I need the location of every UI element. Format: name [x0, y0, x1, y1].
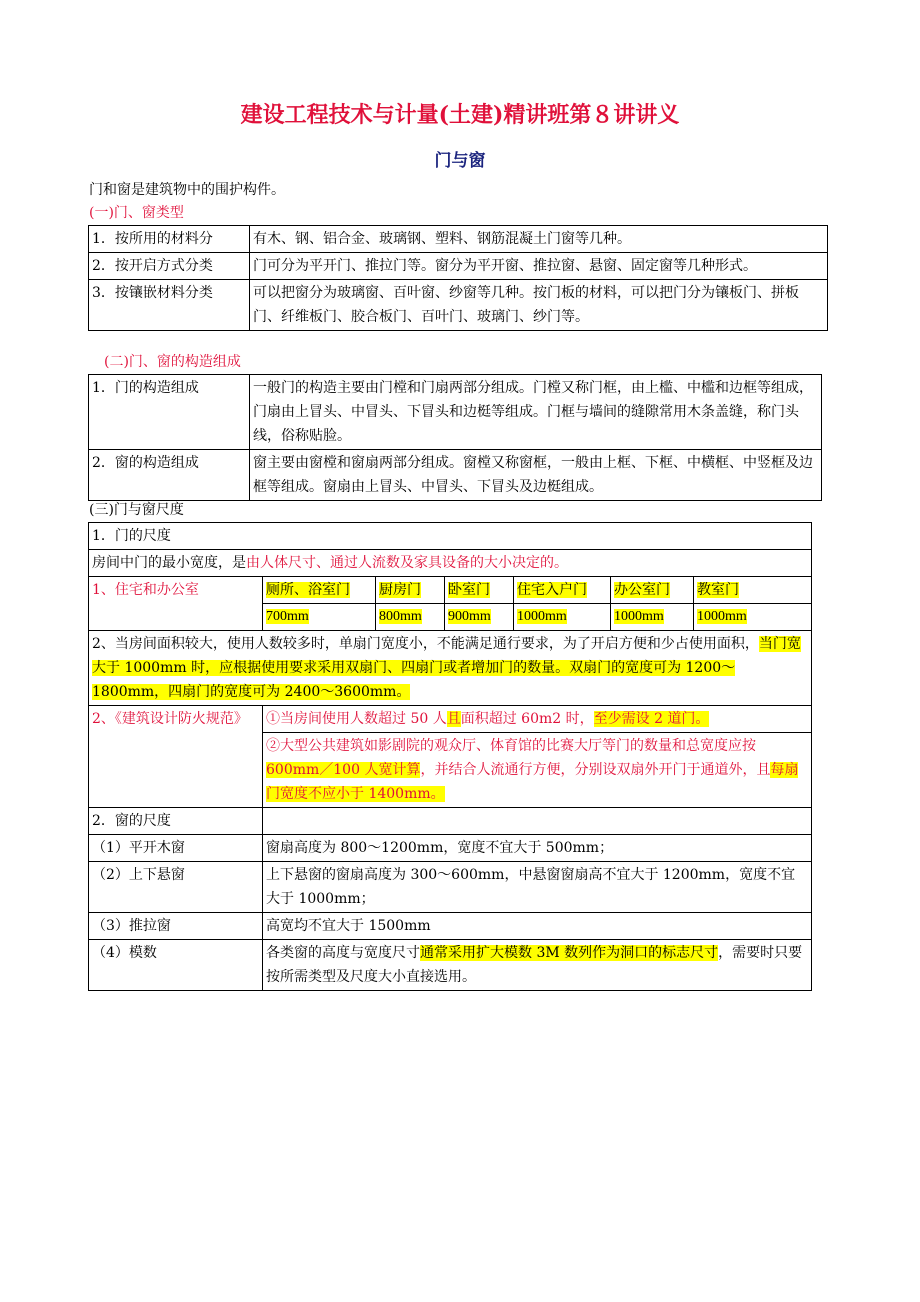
min-width-red: 由人体尺寸、通过人流数及家具设备的大小决定的。: [246, 555, 568, 571]
table-row: [89, 631, 812, 706]
modulus-label: （4）模数: [89, 940, 263, 991]
window-value: 窗扇高度为 800～1200mm，宽度不宜大于 500mm；: [263, 835, 812, 862]
fire1-d: 至少需设 2 道门。: [593, 711, 710, 727]
fire1-a: ①当房间使用人数超过 50 人: [266, 711, 447, 727]
table-row: [89, 808, 812, 835]
door-type-text: 教室门: [697, 582, 739, 598]
row-label: 1．门的构造组成: [89, 375, 250, 450]
section1-heading: (一)门、窗类型: [89, 205, 184, 221]
door-type-text: 卧室门: [448, 582, 490, 598]
modulus-value: [263, 940, 812, 991]
row-label: 2．窗的构造组成: [89, 450, 250, 501]
fire1-b: 且: [446, 711, 461, 727]
door-size-title: 1．门的尺度: [89, 523, 812, 550]
min-width-row: [89, 550, 812, 577]
window-size-title: 2．窗的尺度: [89, 808, 263, 835]
row-value: 一般门的构造主要由门樘和门扇两部分组成。门樘又称门框，由上槛、中槛和边框等组成，门扇由上冒头、中冒头、下冒头和边梃等组成。门框与墙间的缝隙常用木条盖缝，称门头线，俗称贴脸。: [250, 375, 822, 450]
intro-text: 门和窗是建筑物中的围护构件。: [89, 182, 285, 198]
row-value: 可以把窗分为玻璃窗、百叶窗、纱窗等几种。按门板的材料，可以把门分为镶板门、拼板门、纤维板门、胶合板门、百叶门、玻璃门、纱门等。: [250, 280, 828, 331]
size-table: [88, 522, 812, 991]
door-width-text: 1000mm: [517, 609, 567, 624]
table-row: [89, 862, 812, 913]
material-type-table: [88, 225, 828, 331]
table-row: [89, 450, 822, 501]
door-width-text: 900mm: [448, 609, 491, 624]
empty-cell: [263, 808, 812, 835]
table-row: [89, 706, 812, 733]
window-label: （2）上下悬窗: [89, 862, 263, 913]
door-width: [376, 604, 445, 631]
table-row: [89, 280, 828, 331]
door-type: [376, 577, 445, 604]
door-type: [514, 577, 611, 604]
table-row: [89, 835, 812, 862]
door-width-text: 700mm: [266, 609, 309, 624]
section2-heading: (二)门、窗的构造组成: [104, 354, 241, 370]
table-row: [89, 550, 812, 577]
page-subtitle: 门与窗: [434, 151, 486, 171]
fire-rule-2: [263, 733, 812, 808]
row-value: 窗主要由窗樘和窗扇两部分组成。窗樘又称窗框，一般由上框、下框、中横框、中竖框及边框等组成。窗扇由上冒头、中冒头、下冒头及边梃组成。: [250, 450, 822, 501]
door-type-text: 办公室门: [614, 582, 670, 598]
min-width-prefix: 房间中门的最小宽度，是: [92, 555, 246, 571]
construction-table: [88, 374, 822, 501]
door-width-text: 1000mm: [614, 609, 664, 624]
door-type-text: 住宅入户门: [517, 582, 587, 598]
door-type: [445, 577, 514, 604]
window-value: 高宽均不宜大于 1500mm: [263, 913, 812, 940]
table-row: [89, 375, 822, 450]
fire2-c: ，并结合人流通行方便，分别设双扇外开门于通道外，且: [420, 762, 771, 778]
fire1-c: 面积超过 60m2 时，: [460, 711, 594, 727]
section3-heading: (三)门与窗尺度: [89, 502, 184, 518]
window-value: 上下悬窗的窗扇高度为 300～600mm，中悬窗窗扇高不宜大于 1200mm，宽度不宜大于 1000mm；: [263, 862, 812, 913]
row-value: 有木、钢、铝合金、玻璃钢、塑料、钢筋混凝土门窗等几种。: [250, 226, 828, 253]
window-label: （1）平开木窗: [89, 835, 263, 862]
door-width: [445, 604, 514, 631]
large-room-highlight: 当门宽大于 1000mm 时，应根据使用要求采用双扇门、四扇门或者增加门的数量。双扇门的宽度可为 1200～1800mm，四扇门的宽度可为 2400～3600mm。: [92, 636, 801, 700]
row-label: 3．按镶嵌材料分类: [89, 280, 250, 331]
door-width: [263, 604, 376, 631]
row-value: 门可分为平开门、推拉门等。窗分为平开窗、推拉窗、悬窗、固定窗等几种形式。: [250, 253, 828, 280]
door-width: [694, 604, 812, 631]
fire-code-label: 2、《建筑设计防火规范》: [89, 706, 263, 808]
table-row: [89, 913, 812, 940]
fire2-d: 每扇门宽度不应小于 1400mm。: [266, 762, 799, 802]
row-label: 2．按开启方式分类: [89, 253, 250, 280]
door-type-text: 厨房门: [379, 582, 421, 598]
door-type: [611, 577, 694, 604]
window-label: （3）推拉窗: [89, 913, 263, 940]
door-width: [611, 604, 694, 631]
fire-rule-1: [263, 706, 812, 733]
door-width-text: 1000mm: [697, 609, 747, 624]
residential-label: 1、住宅和办公室: [89, 577, 263, 631]
door-width: [514, 604, 611, 631]
table-row: [89, 226, 828, 253]
table-row: [89, 940, 812, 991]
fire2-a: ②大型公共建筑如影剧院的观众厅、体育馆的比赛大厅等门的数量和总宽度应按: [266, 738, 756, 754]
door-type: [263, 577, 376, 604]
table-row: [89, 523, 812, 550]
door-type-text: 厕所、浴室门: [266, 582, 350, 598]
page-title: 建设工程技术与计量(土建)精讲班第８讲讲义: [240, 102, 680, 128]
row-label: 1．按所用的材料分: [89, 226, 250, 253]
door-type: [694, 577, 812, 604]
modulus-b: 通常采用扩大模数 3M 数列作为洞口的标志尺寸: [420, 945, 719, 961]
large-room-plain: 2、当房间面积较大，使用人数较多时，单扇门宽度小，不能满足通行要求，为了开启方便和少占使用面积，: [92, 636, 759, 652]
table-row: [89, 577, 812, 604]
fire2-b: 600mm／100 人宽计算: [266, 762, 421, 778]
modulus-c: ，需要时只要按所需类型及尺度大小直接选用。: [266, 945, 803, 985]
large-room-row: [89, 631, 812, 706]
table-row: [89, 253, 828, 280]
modulus-a: 各类窗的高度与宽度尺寸: [266, 945, 420, 961]
door-width-text: 800mm: [379, 609, 422, 624]
